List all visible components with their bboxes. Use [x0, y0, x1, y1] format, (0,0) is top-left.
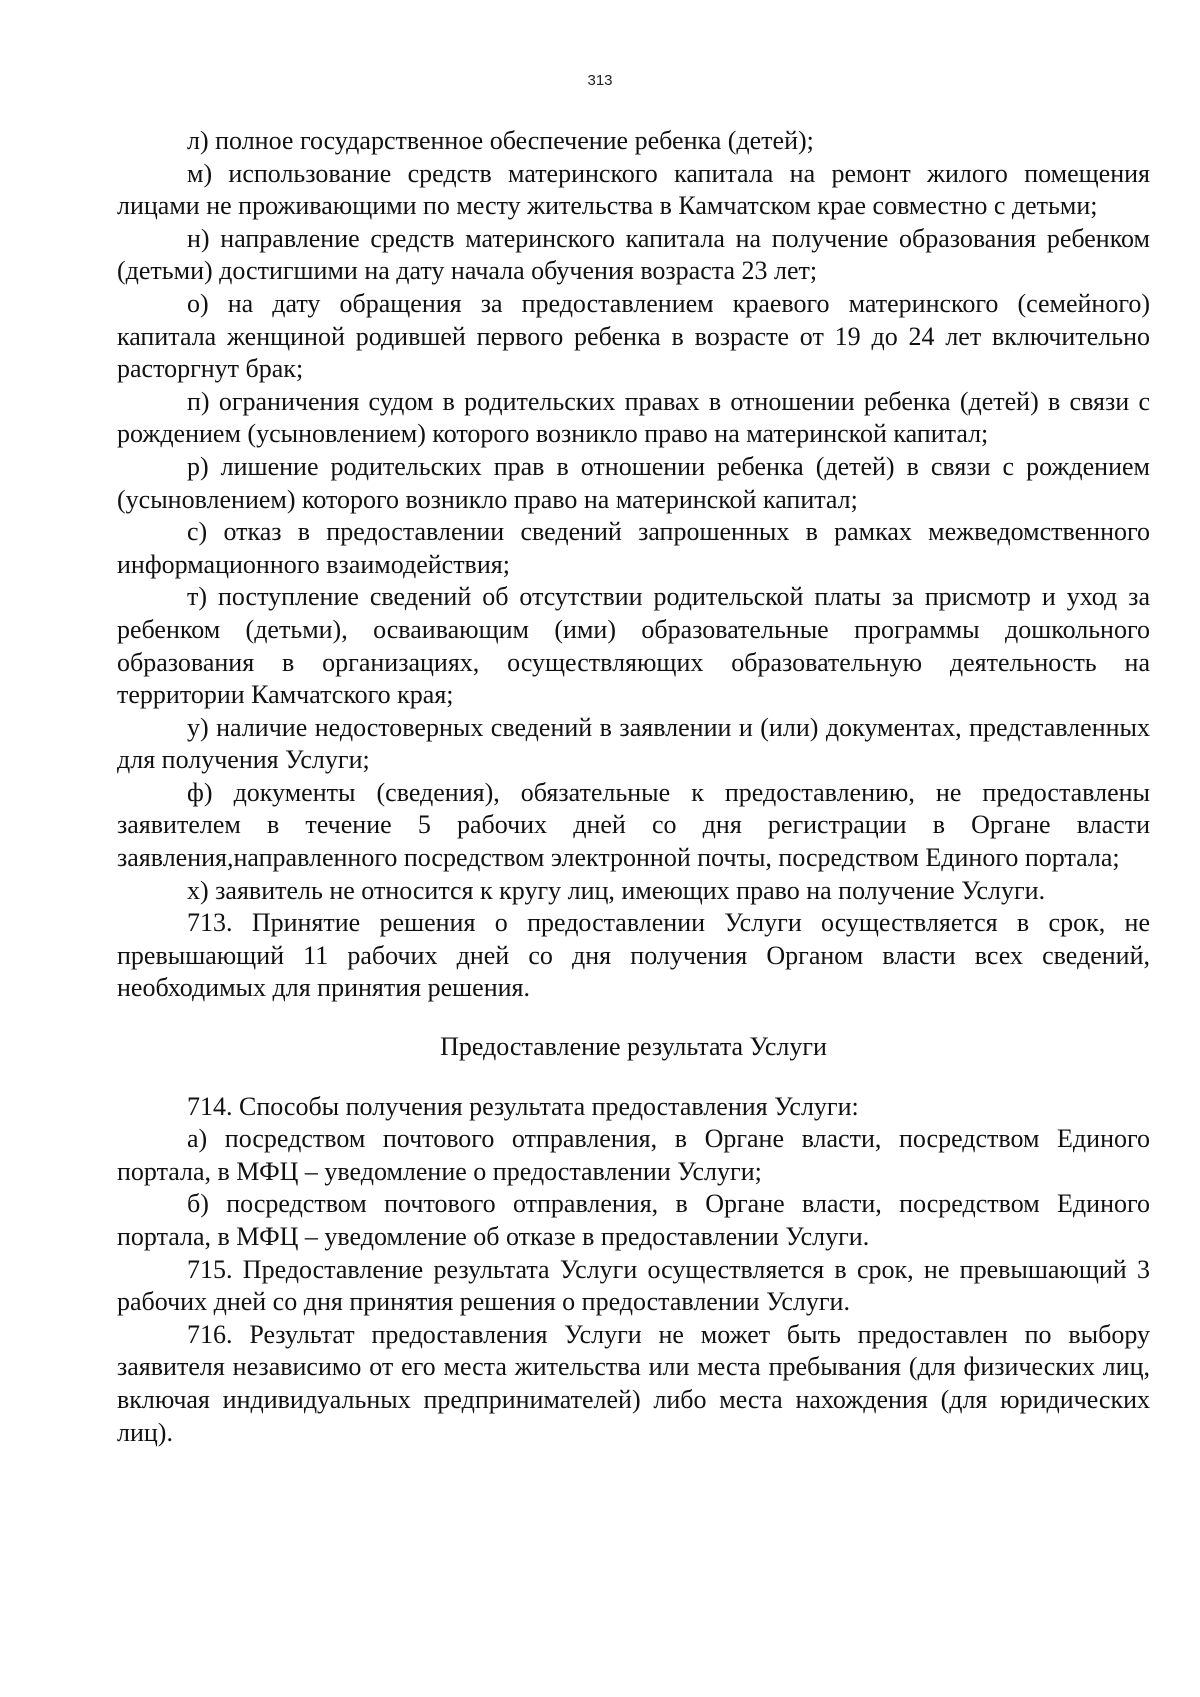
clause-714: 714. Способы получения результата предоставления Услуги: — [187, 1091, 859, 1121]
list-item-b: б) посредством почтового отправления, в Органе власти, посредством Единого портала, в МФЦ – уведомление об отказе в предоставлении Услуги. — [117, 1189, 1150, 1251]
clause-716: 716. Результат предоставления Услуги не может быть предоставлен по выбору заявителя независимо от его места жительства или места пребывания (для физических лиц, включая индивидуальных предпринимателей) либо места нахождения (для юридических лиц). — [117, 1319, 1150, 1447]
page-number: 313 — [587, 72, 613, 89]
document-body — [117, 125, 1150, 1449]
clause-713: 713. Принятие решения о предоставлении Услуги осуществляется в срок, не превышающий 11 рабочих дней со дня получения Органом власти всех сведений, необходимых для принятия решения. — [117, 908, 1150, 1003]
list-item-m: м) использование средств материнского капитала на ремонт жилого помещения лицами не проживающими по месту жительства в Камчатском крае совместно с детьми; — [117, 158, 1150, 221]
list-item-r: р) лишение родительских прав в отношении ребенка (детей) в связи с рождением (усыновлением) которого возникло право на материнской капитал; — [117, 451, 1150, 514]
list-item-t: т) поступление сведений об отсутствии родительской платы за присмотр и уход за ребенком (детьми), осваивающим (ими) образовательные программы дошкольного образования в организациях, осуществляющих образовательную деятельность на территории Камчатского края; — [117, 582, 1150, 710]
clause-715: 715. Предоставление результата Услуги осуществляется в срок, не превышающий 3 рабочих дней со дня принятия решения о предоставлении Услуги. — [117, 1254, 1150, 1317]
list-item-f: ф) документы (сведения), обязательные к предоставлению, не предоставлены заявителем в течение 5 рабочих дней со дня регистрации в Органе власти заявления,направленного посредством электронной почты, посредством Единого портала; — [117, 777, 1150, 873]
list-item-o: о) на дату обращения за предоставлением краевого материнского (семейного) капитала женщиной родившей первого ребенка в возрасте от 19 до 24 лет включительно расторгнут брак; — [117, 288, 1150, 384]
list-item-p: п) ограничения судом в родительских правах в отношении ребенка (детей) в связи с рождением (усыновлением) которого возникло право на материнской капитал; — [117, 386, 1150, 449]
list-item-l: л) полное государственное обеспечение ребенка (детей); — [187, 126, 814, 155]
list-item-u: у) наличие недостоверных сведений в заявлении и (или) документах, представленных для получения Услуги; — [117, 712, 1150, 775]
list-item-kh: х) заявитель не относится к кругу лиц, имеющих право на получение Услуги. — [187, 875, 1046, 905]
list-item-s: с) отказ в предоставлении сведений запрошенных в рамках межведомственного информационного взаимодействия; — [117, 517, 1150, 579]
list-item-a: а) посредством почтового отправления, в Органе власти, посредством Единого портала, в МФЦ – уведомление о предоставлении Услуги; — [117, 1124, 1150, 1186]
section-heading: Предоставление результата Услуги — [440, 1032, 827, 1062]
list-item-n: н) направление средств материнского капитала на получение образования ребенком (детьми) достигшими на дату начала обучения возраста 23 лет; — [117, 223, 1150, 286]
